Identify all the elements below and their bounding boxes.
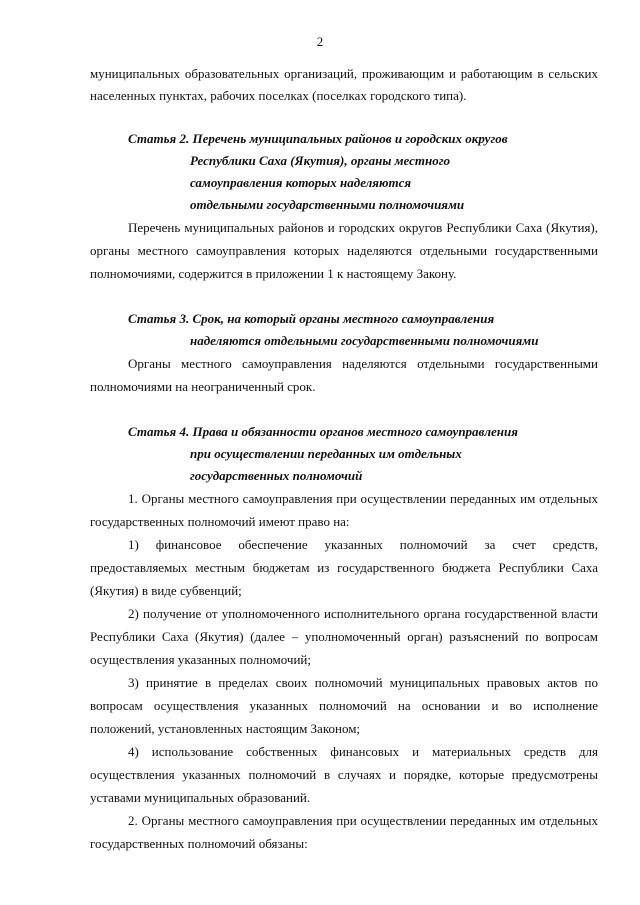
article-2-heading: самоуправления которых наделяются [190, 175, 412, 190]
article-2-text: Перечень муниципальных районов и городских округов Республики Саха (Якутия), [128, 220, 598, 235]
article-4-paragraph: 2. Органы местного самоуправления при осуществлении переданных им отдельных [128, 813, 598, 828]
article-4-heading: при осуществлении переданных им отдельных [190, 446, 462, 461]
paragraph-line: муниципальных образовательных организаций, проживающим и работающим в сельских [90, 66, 598, 81]
list-item-1: (Якутия) в виде субвенций; [90, 583, 242, 598]
list-item-2: 2) получение от уполномоченного исполнительного органа государственной власти [128, 606, 598, 621]
article-4-heading: государственных полномочий [190, 468, 363, 483]
paragraph-line: населенных пунктах, рабочих поселках (поселках городского типа). [90, 88, 467, 103]
article-2-text: органы местного самоуправления которых наделяются отдельными государственными [90, 243, 598, 258]
article-2-heading: отдельными государственными полномочиями [190, 197, 465, 212]
article-2-heading: Статья 2. Перечень муниципальных районов и городских округов [128, 131, 508, 146]
page-number: 2 [316, 34, 324, 49]
list-item-1: предоставляемых местным бюджетам из государственного бюджета Республики Саха [90, 560, 598, 575]
article-3-text: Органы местного самоуправления наделяются отдельными государственными [128, 356, 598, 371]
article-2-text: полномочиями, содержится в приложении 1 к настоящему Закону. [90, 266, 457, 281]
list-item-1: 1) финансовое обеспечение указанных полномочий за счет средств, [128, 537, 598, 552]
list-item-3: 3) принятие в пределах своих полномочий муниципальных правовых актов по [128, 675, 598, 690]
list-item-4: осуществления указанных полномочий в случаях и порядке, которые предусмотрены [90, 767, 598, 782]
article-4-paragraph: государственных полномочий имеют право на: [90, 514, 350, 529]
article-3-text: полномочиями на неограниченный срок. [90, 379, 316, 394]
list-item-2: Республики Саха (Якутия) (далее – уполномоченный орган) разъяснений по вопросам [90, 629, 598, 644]
article-4-paragraph: 1. Органы местного самоуправления при осуществлении переданных им отдельных [128, 491, 598, 506]
list-item-4: уставами муниципальных образований. [90, 790, 311, 805]
list-item-2: осуществления указанных полномочий; [90, 652, 311, 667]
list-item-3: положений, установленных настоящим Законом; [90, 721, 361, 736]
article-3-heading: Статья 3. Срок, на который органы местного самоуправления [128, 311, 495, 326]
article-4-paragraph: государственных полномочий обязаны: [90, 836, 308, 851]
list-item-3: вопросам осуществления указанных полномочий на основании и во исполнение [90, 698, 598, 713]
article-2-heading: Республики Саха (Якутия), органы местного [190, 153, 451, 168]
list-item-4: 4) использование собственных финансовых и материальных средств для [128, 744, 598, 759]
article-3-heading: наделяются отдельными государственными полномочиями [190, 333, 539, 348]
article-4-heading: Статья 4. Права и обязанности органов местного самоуправления [128, 424, 518, 439]
